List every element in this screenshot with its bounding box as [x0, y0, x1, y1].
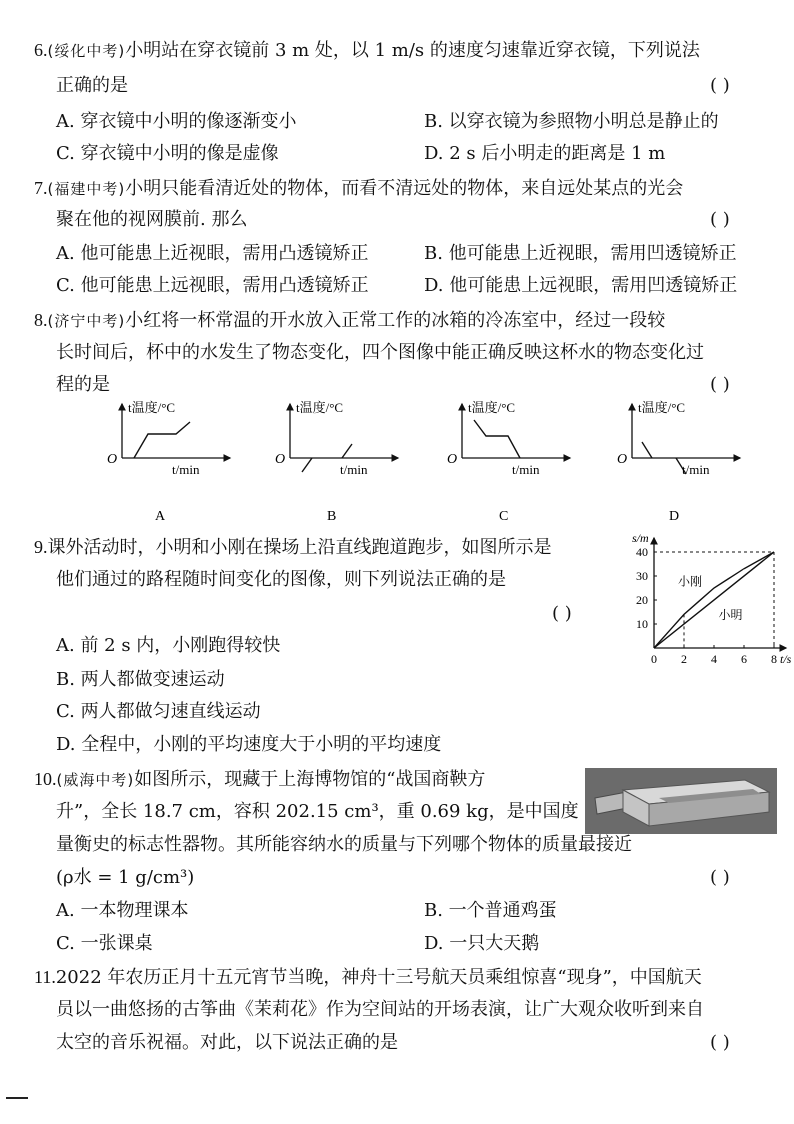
x-tick-label: 2	[681, 652, 687, 666]
q7-option-b[interactable]: B. 他可能患上近视眼，需用凹透镜矫正	[424, 243, 737, 264]
q10-option-b[interactable]: B. 一个普通鸡蛋	[424, 900, 557, 921]
x-tick-label: 4	[711, 652, 717, 666]
q9-option-d[interactable]: D. 全程中，小刚的平均速度大于小明的平均速度	[56, 734, 442, 755]
series-label-xiaogang: 小刚	[678, 574, 703, 589]
q8-letter-a: A	[155, 509, 166, 524]
q10-answer-paren[interactable]: ( )	[710, 867, 730, 888]
q10-option-a[interactable]: A. 一本物理课本	[56, 900, 189, 921]
y-tick-label: 20	[636, 593, 648, 607]
q10-option-c[interactable]: C. 一张课桌	[56, 933, 153, 954]
page-footer-mark	[6, 1097, 28, 1099]
q8-line2: 长时间后，杯中的水发生了物态变化，四个图像中能正确反映这杯水的物态变化过	[56, 342, 704, 363]
q6-option-a[interactable]: A. 穿衣镜中小明的像逐渐变小	[56, 111, 297, 132]
q9-option-c[interactable]: C. 两人都做匀速直线运动	[56, 701, 261, 722]
q8-d-ylabel: t温度/°C	[638, 400, 686, 415]
q11-text-1: 2022 年农历正月十五元宵节当晚，神舟十三号航天员乘组惊喜“现身”，中国航天	[55, 967, 702, 988]
q8-graph-d[interactable]	[617, 400, 740, 524]
q9-number: 9.	[34, 537, 48, 557]
q11-number: 11.	[34, 967, 56, 987]
q8-c-ylabel: t温度/°C	[468, 400, 516, 415]
q9-line1	[34, 535, 552, 560]
q10-line3: 量衡史的标志性器物。其所能容纳水的质量与下列哪个物体的质量最接近	[56, 834, 632, 855]
q6-line1	[34, 38, 700, 63]
q7-line1	[34, 176, 683, 201]
q10-line1	[34, 767, 485, 792]
q9-answer-paren[interactable]: ( )	[552, 603, 572, 624]
y-tick-label: 40	[636, 545, 648, 559]
q9-series	[654, 552, 774, 648]
q8-d-origin: O	[617, 452, 628, 467]
x-tick-label: 6	[741, 652, 747, 666]
q7-answer-paren[interactable]: ( )	[710, 209, 730, 230]
q7-text-1: 小明只能看清近处的物体，而看不清远处的物体，来自远处某点的光会	[125, 178, 684, 199]
q8-a-ylabel: t温度/°C	[128, 400, 176, 415]
q7-line2: 聚在他的视网膜前. 那么	[56, 209, 248, 230]
q8-b-origin: O	[275, 452, 286, 467]
q9-option-a[interactable]: A. 前 2 s 内，小刚跑得较快	[56, 635, 281, 656]
q8-letter-b: B	[327, 509, 337, 524]
q8-graph-a[interactable]	[107, 400, 230, 524]
q8-a-xlabel: t/min	[172, 462, 200, 477]
q10-line2: 升”，全长 18.7 cm，容积 202.15 cm³，重 0.69 kg，是中国度	[56, 801, 579, 822]
q6-option-c[interactable]: C. 穿衣镜中小明的像是虚像	[56, 143, 279, 164]
q6-number: 6.	[34, 40, 48, 60]
series-label-xiaoming: 小明	[718, 608, 743, 623]
q8-d-xlabel: t/min	[682, 462, 710, 477]
q6-source: (绥化中考)	[47, 42, 126, 60]
q7-source: (福建中考)	[47, 180, 126, 198]
x-tick-label: 8	[771, 652, 777, 666]
q9-text-1: 课外活动时，小明和小刚在操场上沿直线跑道跑步，如图所示是	[47, 537, 552, 558]
q8-graph-c[interactable]	[447, 400, 570, 524]
q7-option-a[interactable]: A. 他可能患上近视眼，需用凸透镜矫正	[56, 243, 369, 264]
q8-c-xlabel: t/min	[512, 462, 540, 477]
q11-answer-paren[interactable]: ( )	[710, 1032, 730, 1053]
q8-b-ylabel: t温度/°C	[296, 400, 344, 415]
q7-option-d[interactable]: D. 他可能患上远视眼，需用凹透镜矫正	[424, 275, 738, 296]
q8-c-origin: O	[447, 452, 458, 467]
q6-answer-paren[interactable]: ( )	[710, 75, 730, 96]
q8-text-1: 小红将一杯常温的开水放入正常工作的冰箱的冷冻室中，经过一段较	[125, 310, 666, 331]
q8-answer-paren[interactable]: ( )	[710, 374, 730, 395]
q6-line2: 正确的是	[56, 75, 128, 96]
q11-line2: 员以一曲悠扬的古筝曲《茉莉花》作为空间站的开场表演，让广大观众收听到来自	[56, 999, 704, 1020]
q6-option-d[interactable]: D. 2 s 后小明走的距离是 1 m	[424, 143, 666, 164]
q7-option-c[interactable]: C. 他可能患上远视眼，需用凸透镜矫正	[56, 275, 369, 296]
q10-line4: (ρ水 = 1 g/cm³)	[56, 867, 195, 888]
q9-series-labels	[678, 574, 743, 623]
series-line-xiaoming	[654, 552, 774, 648]
q10-number: 10.	[34, 769, 57, 789]
q11-line3: 太空的音乐祝福。对此，以下说法正确的是	[56, 1032, 398, 1053]
vessel-illustration	[585, 768, 777, 834]
bronze-vessel-photo	[585, 768, 777, 834]
y-tick-label: 10	[636, 617, 648, 631]
q11-line1	[34, 965, 702, 990]
q8-number: 8.	[34, 310, 48, 330]
q6-option-b[interactable]: B. 以穿衣镜为参照物小明总是静止的	[424, 111, 719, 132]
q8-line1	[34, 308, 665, 333]
q6-text-1: 小明站在穿衣镜前 3 m 处，以 1 m/s 的速度匀速靠近穿衣镜，下列说法	[125, 40, 700, 61]
q10-text-1: 如图所示，现藏于上海博物馆的“战国商鞅方	[134, 769, 486, 790]
x-tick-label: 0	[651, 652, 657, 666]
q8-line3: 程的是	[56, 374, 110, 395]
q9-st-chart	[626, 530, 792, 666]
y-tick-label: 30	[636, 569, 648, 583]
q10-option-d[interactable]: D. 一只大天鹅	[424, 933, 540, 954]
q8-letter-d: D	[669, 509, 680, 524]
q8-source: (济宁中考)	[47, 312, 126, 330]
q9-option-b[interactable]: B. 两人都做变速运动	[56, 669, 225, 690]
q7-number: 7.	[34, 178, 48, 198]
q8-letter-c: C	[499, 509, 509, 524]
q9-line2: 他们通过的路程随时间变化的图像，则下列说法正确的是	[56, 569, 506, 590]
y-axis-label: s/m	[632, 531, 649, 545]
q8-b-xlabel: t/min	[340, 462, 368, 477]
q8-graphs	[0, 398, 794, 528]
x-axis-label: t/s	[780, 652, 792, 666]
q8-graph-b[interactable]	[275, 400, 398, 524]
q8-a-origin: O	[107, 452, 118, 467]
q10-source: (威海中考)	[56, 771, 135, 789]
